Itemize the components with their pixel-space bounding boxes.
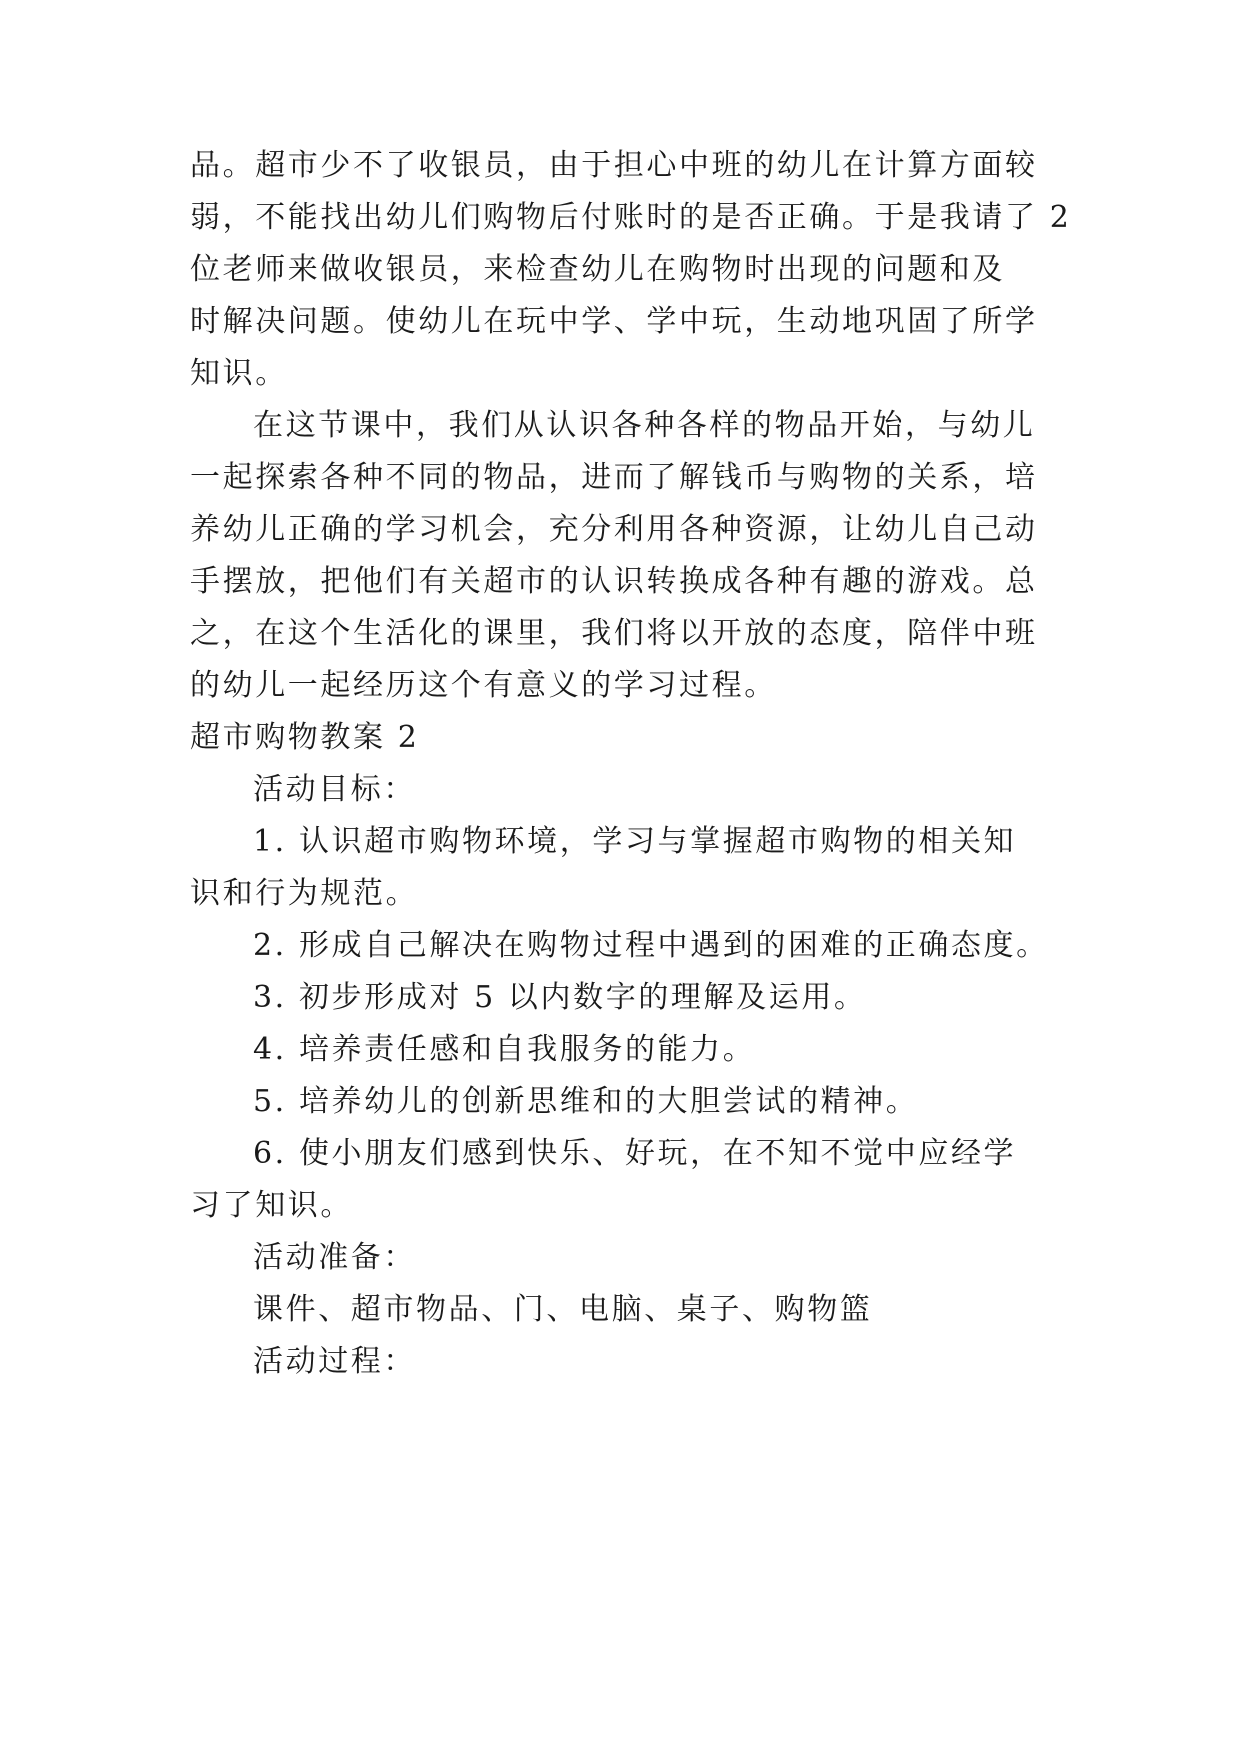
list-item: 3. 初步形成对 5 以内数字的理解及运用。 bbox=[253, 980, 867, 1015]
paragraph-line: 养幼儿正确的学习机会，充分利用各种资源，让幼儿自己动 bbox=[190, 512, 1038, 547]
paragraph-line: 位老师来做收银员，来检查幼儿在购物时出现的问题和及 bbox=[190, 252, 1005, 287]
subheading-preparation: 活动准备： bbox=[253, 1240, 416, 1275]
paragraph-line: 一起探索各种不同的物品，进而了解钱币与购物的关系，培 bbox=[190, 460, 1038, 495]
list-item: 5. 培养幼儿的创新思维和的大胆尝试的精神。 bbox=[253, 1084, 919, 1119]
subheading-goals: 活动目标： bbox=[253, 772, 416, 807]
preparation-materials: 课件、超市物品、门、电脑、桌子、购物篮 bbox=[253, 1292, 873, 1327]
list-item: 2. 形成自己解决在购物过程中遇到的困难的正确态度。 bbox=[253, 928, 1049, 963]
list-item: 1. 认识超市购物环境，学习与掌握超市购物的相关知 bbox=[253, 824, 1017, 859]
list-item-continuation: 识和行为规范。 bbox=[190, 876, 419, 911]
list-item: 6. 使小朋友们感到快乐、好玩，在不知不觉中应经学 bbox=[253, 1136, 1017, 1171]
section-heading: 超市购物教案 2 bbox=[190, 720, 420, 755]
paragraph-line: 的幼儿一起经历这个有意义的学习过程。 bbox=[190, 668, 777, 703]
paragraph-line: 时解决问题。使幼儿在玩中学、学中玩，生动地巩固了所学 bbox=[190, 304, 1038, 339]
subheading-process: 活动过程： bbox=[253, 1344, 416, 1379]
list-item-continuation: 习了知识。 bbox=[190, 1188, 353, 1223]
paragraph-line: 之，在这个生活化的课里，我们将以开放的态度，陪伴中班 bbox=[190, 616, 1038, 651]
paragraph-line: 在这节课中，我们从认识各种各样的物品开始，与幼儿 bbox=[253, 408, 1036, 443]
list-item: 4. 培养责任感和自我服务的能力。 bbox=[253, 1032, 756, 1067]
paragraph-line: 手摆放，把他们有关超市的认识转换成各种有趣的游戏。总 bbox=[190, 564, 1038, 599]
paragraph-line: 弱，不能找出幼儿们购物后付账时的是否正确。于是我请了 2 bbox=[190, 200, 1072, 235]
paragraph-line: 知识。 bbox=[190, 356, 288, 391]
paragraph-line: 品。超市少不了收银员，由于担心中班的幼儿在计算方面较 bbox=[190, 148, 1038, 183]
